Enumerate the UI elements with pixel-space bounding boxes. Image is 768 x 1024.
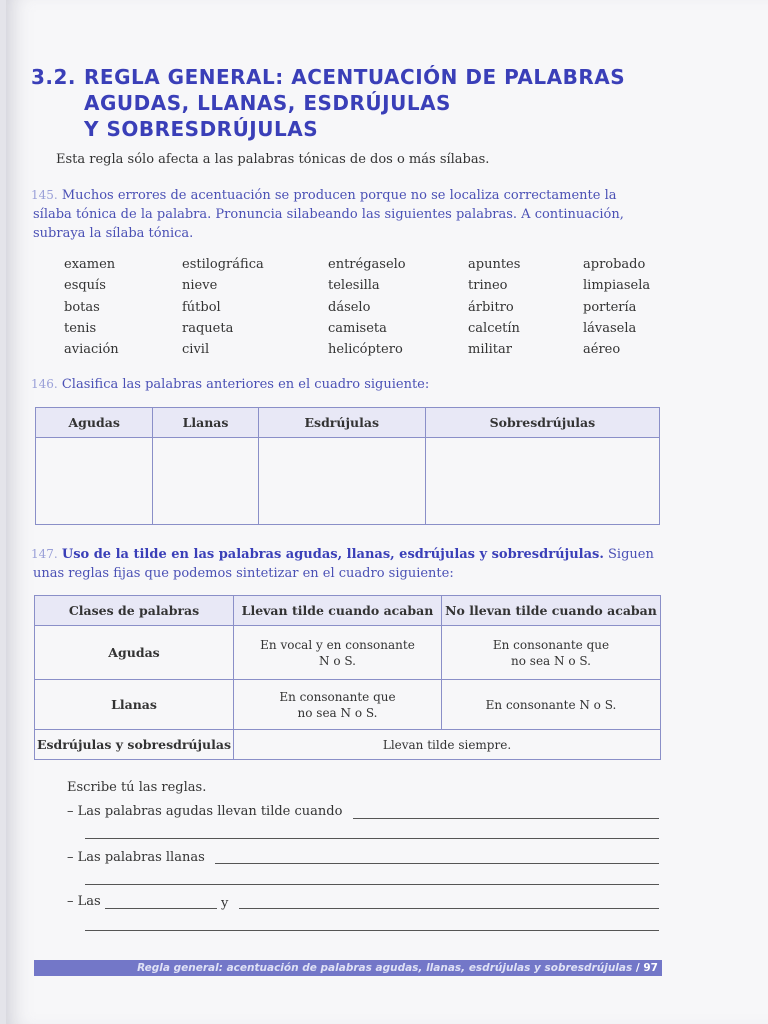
- word: civil: [182, 342, 210, 358]
- word: nieve: [182, 278, 218, 294]
- word: apuntes: [468, 257, 521, 272]
- word: entrégaselo: [328, 257, 406, 272]
- answer-cell-esdrujulas[interactable]: [258, 438, 425, 525]
- row-label: Esdrújulas y sobresdrújulas: [35, 730, 234, 760]
- answer-line[interactable]: [239, 908, 659, 909]
- rule-prompt-las: – Las: [67, 894, 101, 909]
- rule-prompt-agudas: – Las palabras agudas llevan tilde cuando: [67, 804, 343, 819]
- exercise-number: 145.: [31, 188, 58, 202]
- word: aviación: [64, 342, 119, 358]
- answer-line[interactable]: [85, 930, 659, 931]
- exercise-number: 146.: [31, 377, 58, 391]
- section-number: 3.2.: [31, 65, 77, 89]
- answer-line[interactable]: [85, 884, 659, 885]
- column-header: No llevan tilde cuando acaban: [442, 596, 661, 626]
- row-label: Llanas: [35, 680, 234, 730]
- column-header: Esdrújulas: [258, 408, 425, 438]
- column-header: Sobresdrújulas: [425, 408, 659, 438]
- page-footer: [34, 960, 662, 976]
- word: aéreo: [583, 342, 621, 358]
- word: telesilla: [328, 278, 380, 294]
- cell-line: no sea N o S.: [297, 705, 378, 720]
- rule-cell: [442, 626, 661, 680]
- column-header: Llanas: [153, 408, 258, 438]
- exercise-text: Siguen: [608, 547, 654, 562]
- cell-line: no sea N o S.: [511, 653, 591, 668]
- exercise-146: [31, 375, 663, 394]
- answer-line[interactable]: [215, 863, 659, 864]
- rules-heading: Escribe tú las reglas.: [67, 780, 207, 795]
- column-header: Llevan tilde cuando acaban: [234, 596, 442, 626]
- title-line-3: Y SOBRESDRÚJULAS: [84, 117, 319, 141]
- exercise-text-line: unas reglas fijas que podemos sintetizar en el cuadro siguiente:: [33, 566, 454, 581]
- word: esquís: [64, 278, 106, 294]
- word: tenis: [64, 320, 97, 336]
- page-number: / 97: [635, 962, 658, 974]
- word: botas: [64, 299, 100, 315]
- intro-text: Esta regla sólo afecta a las palabras tónicas de dos o más sílabas.: [56, 152, 490, 167]
- answer-line[interactable]: [85, 838, 659, 839]
- word: examen: [64, 257, 116, 272]
- word-column: [583, 254, 650, 360]
- cell-line: En consonante N o S.: [485, 697, 617, 712]
- word: camiseta: [328, 320, 387, 336]
- word: calcetín: [468, 320, 520, 336]
- word-column: [64, 254, 119, 360]
- word: portería: [583, 299, 637, 315]
- word: raqueta: [182, 320, 234, 336]
- word: helicóptero: [328, 342, 403, 358]
- cell-line: En consonante que: [492, 637, 610, 652]
- cell-line: En consonante que: [279, 689, 396, 704]
- answer-line[interactable]: [353, 818, 659, 819]
- word: árbitro: [468, 299, 514, 315]
- word: militar: [468, 342, 512, 358]
- answer-cell-agudas[interactable]: [36, 438, 153, 525]
- exercise-text-line: Muchos errores de acentuación se producen porque no se localiza correctamente la: [61, 188, 617, 203]
- word: fútbol: [182, 299, 221, 315]
- word: limpiasela: [583, 278, 651, 294]
- exercise-number: 147.: [31, 547, 58, 561]
- word-column: [328, 254, 406, 360]
- column-header: Clases de palabras: [35, 596, 234, 626]
- cell-line: En vocal y en consonante: [260, 637, 415, 652]
- row-label: Agudas: [35, 626, 234, 680]
- answer-line[interactable]: [105, 908, 217, 909]
- exercise-text-line: subraya la sílaba tónica.: [33, 226, 194, 241]
- rule-cell: [234, 626, 442, 680]
- exercise-text-line: sílaba tónica de la palabra. Pronuncia silabeando las siguientes palabras. A continuación,: [33, 207, 624, 222]
- rule-cell-merged: Llevan tilde siempre.: [234, 730, 661, 760]
- exercise-145: [31, 186, 663, 243]
- rule-cell: [442, 680, 661, 730]
- exercise-147: [31, 545, 663, 583]
- title-line-2: AGUDAS, LLANAS, ESDRÚJULAS: [84, 91, 451, 115]
- word: lávasela: [583, 320, 637, 336]
- rule-prompt-y: y: [221, 896, 229, 911]
- word: estilográfica: [182, 257, 264, 272]
- word-column: [468, 254, 520, 360]
- classification-table: [35, 407, 660, 525]
- word: dáselo: [328, 299, 371, 315]
- word-column: [182, 254, 264, 360]
- word: trineo: [468, 278, 508, 294]
- cell-line: N o S.: [319, 653, 356, 668]
- answer-cell-llanas[interactable]: [153, 438, 258, 525]
- exercise-text: Clasifica las palabras anteriores en el cuadro siguiente:: [61, 377, 430, 392]
- answer-cell-sobresdrujulas[interactable]: [425, 438, 659, 525]
- footer-text: Regla general: acentuación de palabras agudas, llanas, esdrújulas y sobresdrújulas: [137, 962, 633, 974]
- rule-cell: [234, 680, 442, 730]
- title-line-1: REGLA GENERAL: ACENTUACIÓN DE PALABRAS: [84, 65, 626, 89]
- exercise-bold-text: Uso de la tilde en las palabras agudas, llanas, esdrújulas y sobresdrújulas.: [61, 547, 604, 562]
- column-header: Agudas: [36, 408, 153, 438]
- rule-prompt-llanas: – Las palabras llanas: [67, 850, 205, 865]
- word: aprobado: [583, 257, 646, 272]
- accent-rules-table: [34, 595, 661, 760]
